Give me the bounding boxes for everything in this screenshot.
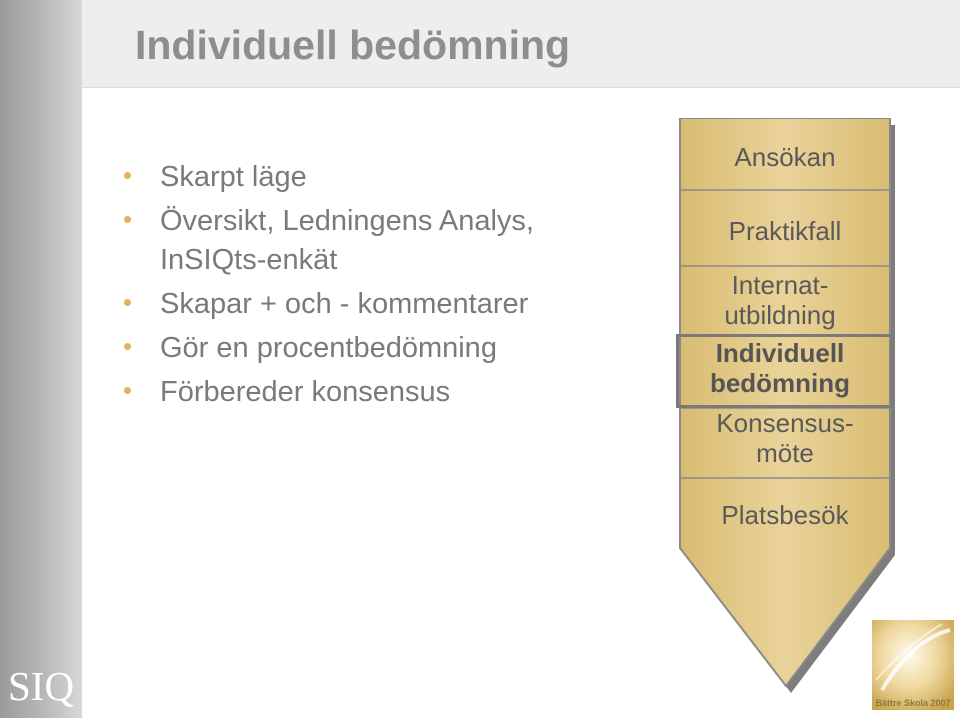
award-badge-icon xyxy=(872,620,954,710)
stage-platsbesok: Platsbesök xyxy=(721,500,849,530)
bullet-item: Gör en procentbedömning xyxy=(124,329,624,368)
bullet-item: Skarpt läge xyxy=(124,158,624,197)
bullet-icon xyxy=(124,172,131,179)
bullet-icon xyxy=(124,387,131,394)
bullet-list xyxy=(124,158,624,417)
badge-label: Bättre Skola 2007 xyxy=(875,698,951,708)
badge-graphic xyxy=(872,620,954,710)
stage-konsensus: Konsensus-möte xyxy=(716,408,854,468)
bullet-icon xyxy=(124,343,131,350)
bullet-item: Skapar + och - kommentarer xyxy=(124,285,624,324)
slide-title: Individuell bedömning xyxy=(135,22,571,68)
stage-praktikfall: Praktikfall xyxy=(728,216,842,246)
bullet-item: Översikt, Ledningens Analys, InSIQts-enkät xyxy=(124,202,624,280)
bullet-item: Förbereder konsensus xyxy=(124,373,624,412)
stage-individuell-bedomning: Individuell bedömning xyxy=(709,338,851,398)
stage-ansokan: Ansökan xyxy=(734,142,836,172)
siq-logo: SIQ xyxy=(8,663,75,709)
stage-internat: Internat-utbildning xyxy=(724,270,836,330)
bullet-icon xyxy=(124,216,131,223)
left-decorative-band xyxy=(0,0,82,718)
bullet-icon xyxy=(124,299,131,306)
